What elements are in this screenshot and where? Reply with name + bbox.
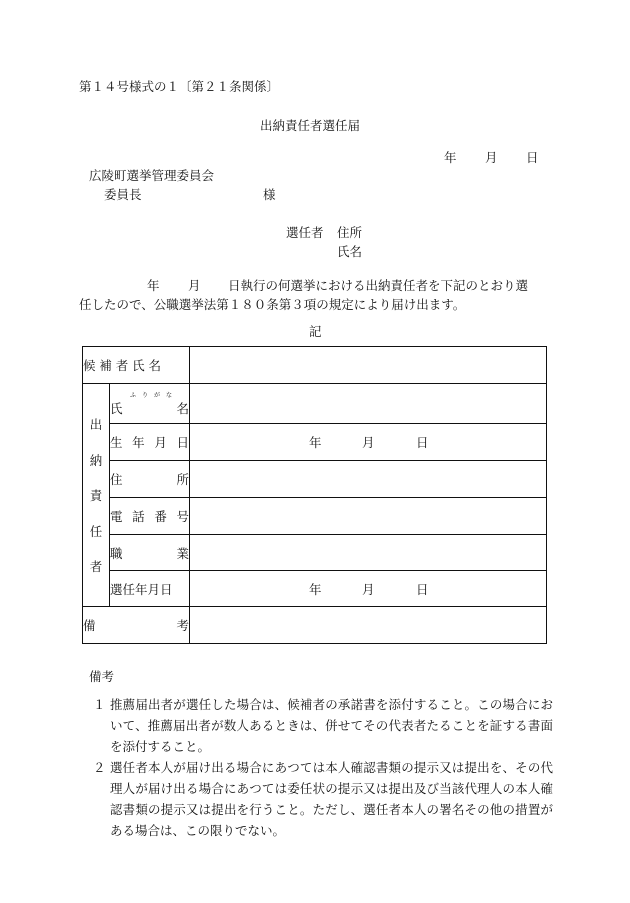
label-char: 備 xyxy=(83,618,96,633)
appoint-year: 年 xyxy=(309,581,322,597)
appoint-date-value-cell[interactable] xyxy=(190,571,547,607)
phone-value-cell[interactable] xyxy=(190,498,547,535)
candidate-value-cell[interactable] xyxy=(190,347,547,384)
job-value-cell[interactable] xyxy=(190,535,547,571)
label-char: 号 xyxy=(176,509,189,524)
document-title: 出納責任者選任届 xyxy=(260,118,361,133)
appoint-date-label-cell xyxy=(110,571,190,607)
date-month: 月 xyxy=(485,150,498,165)
birth-year: 年 xyxy=(309,435,322,450)
date-year: 年 xyxy=(444,150,457,165)
body-line-2: 任したので、公職選挙法第１８０条第３項の規定により届け出ます。 xyxy=(79,297,466,312)
candidate-label-cell xyxy=(83,347,190,384)
appointer-name-label: 氏名 xyxy=(337,244,363,259)
treasurer-form-table xyxy=(82,346,547,644)
body-year: 年 xyxy=(147,278,160,293)
job-row xyxy=(83,535,547,571)
label-char: 番 xyxy=(154,509,167,524)
label-char: 業 xyxy=(176,545,189,561)
label-char: 者 xyxy=(115,358,129,373)
label-char: 住 xyxy=(110,472,123,487)
birthdate-label-cell xyxy=(110,424,190,461)
label-char: 生 xyxy=(110,435,123,450)
ki-marker: 記 xyxy=(309,324,322,339)
label-char: 年 xyxy=(132,435,145,450)
note-number: ２ xyxy=(93,760,106,775)
note-text: 選任者本人が届け出る場合にあつては本人確認書類の提示又は提出を、その代理人が届け出る場合にあつては委任状の提示又は提出及び当該代理人の本人確認書類の提示又は提出を行うこと。ただし、選任者本人の署名その他の措置がある場合は、この限りでない。 xyxy=(110,760,553,838)
label-char: 氏 xyxy=(110,400,123,416)
birthdate-value-cell[interactable] xyxy=(190,424,547,461)
phone-row xyxy=(83,498,547,535)
side-char: 納 xyxy=(89,452,103,468)
body-month: 月 xyxy=(188,278,201,293)
addressee-role: 委員長 xyxy=(104,187,142,202)
form-number: 第１４号様式の１〔第２１条関係〕 xyxy=(79,79,280,94)
job-label-cell xyxy=(110,535,190,571)
side-char: 責 xyxy=(89,488,103,503)
candidate-row xyxy=(83,347,547,384)
appoint-month: 月 xyxy=(362,581,375,597)
appoint-date-row xyxy=(83,571,547,607)
body-text-1: 日執行の何選挙における出納責任者を下記のとおり選 xyxy=(228,278,529,293)
label-char: 補 xyxy=(99,358,112,373)
remarks-row xyxy=(83,607,547,644)
addressee-honorific: 様 xyxy=(263,187,276,202)
birth-day: 日 xyxy=(416,435,429,450)
remarks-value-cell[interactable] xyxy=(190,607,547,644)
label-char: 名 xyxy=(148,358,161,373)
name-label-cell xyxy=(110,384,190,424)
note-item-2 xyxy=(93,757,553,841)
label-char: 氏 xyxy=(132,358,145,373)
name-value-cell[interactable] xyxy=(190,384,547,424)
label-char: 日 xyxy=(176,435,189,450)
label-char: 考 xyxy=(176,618,189,633)
address-label-cell xyxy=(110,461,190,498)
treasurer-name-row xyxy=(83,384,547,424)
note-number: １ xyxy=(93,697,106,712)
addressee-org: 広陵町選挙管理委員会 xyxy=(89,168,215,183)
notes-heading: 備考 xyxy=(89,669,115,684)
side-char: 者 xyxy=(89,559,103,574)
appoint-day: 日 xyxy=(416,581,429,597)
remarks-label-cell xyxy=(83,607,190,644)
date-day: 日 xyxy=(526,150,539,165)
birthdate-row xyxy=(83,424,547,461)
label-char: 候 xyxy=(83,358,96,373)
label-char: 所 xyxy=(176,472,189,487)
appoint-date-label: 選任年月日 xyxy=(110,581,173,597)
label-char: 話 xyxy=(132,509,145,524)
treasurer-side-label xyxy=(83,384,110,607)
appointer-address-label: 住所 xyxy=(337,225,363,240)
side-char: 任 xyxy=(89,523,103,539)
label-char: 名 xyxy=(176,400,189,416)
note-text: 推薦届出者が選任した場合は、候補者の承諾書を添付すること。この場合において、推薦届出者が数人あるときは、併せてその代表者たることを証する書面を添付すること。 xyxy=(110,697,553,754)
label-char: 月 xyxy=(154,435,167,450)
appointer-label: 選任者 xyxy=(286,225,324,240)
furigana: ふりがな xyxy=(130,392,179,399)
birth-month: 月 xyxy=(362,435,375,450)
phone-label-cell xyxy=(110,498,190,535)
address-value-cell[interactable] xyxy=(190,461,547,498)
side-char: 出 xyxy=(89,417,103,432)
address-row xyxy=(83,461,547,498)
label-char: 職 xyxy=(110,545,123,561)
note-item-1 xyxy=(93,694,553,757)
label-char: 電 xyxy=(110,509,123,524)
